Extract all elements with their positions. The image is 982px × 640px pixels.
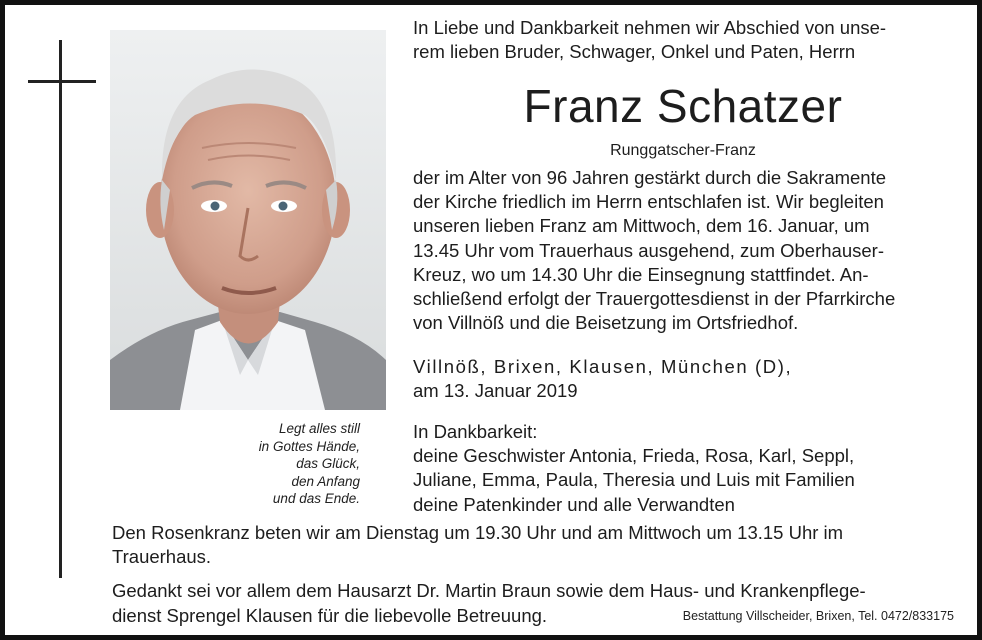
intro-line: In Liebe und Dankbarkeit nehmen wir Abschied von unse- <box>413 17 887 38</box>
gratitude-line: dienst Sprengel Klausen für die liebevolle Betreuung. <box>112 604 548 626</box>
details-line: schließend erfolgt der Trauergottesdienst in der Pfarrkirche <box>413 288 896 310</box>
mourners-list <box>413 420 953 517</box>
deceased-nickname: Runggatscher-Franz <box>610 142 756 159</box>
rosary-line: Den Rosenkranz beten wir am Dienstag um 19.30 Uhr und am Mittwoch um 13.15 Uhr im <box>112 522 844 543</box>
cross-vertical-bar <box>59 40 62 578</box>
places: Villnöß, Brixen, Klausen, München (D), <box>413 356 793 377</box>
mourners-line: deine Geschwister Antonia, Frieda, Rosa, Karl, Seppl, <box>413 445 855 467</box>
intro-line: rem lieben Bruder, Schwager, Onkel und Paten, Herrn <box>413 41 856 63</box>
portrait-photo <box>110 30 386 410</box>
details-line: von Villnöß und die Beisetzung im Ortsfriedhof. <box>413 312 799 334</box>
details-line: Kreuz, wo um 14.30 Uhr die Einsegnung stattfindet. An- <box>413 263 869 285</box>
poem-line: in Gottes Hände, <box>258 438 360 454</box>
place-and-date <box>413 355 953 403</box>
details-line: der Kirche friedlich im Herrn entschlafen ist. Wir begleiten <box>413 191 884 213</box>
details-line: unseren lieben Franz am Mittwoch, dem 16. Januar, um <box>413 215 870 237</box>
poem-line: Legt alles still <box>278 421 360 436</box>
funeral-details <box>413 166 953 335</box>
poem-line: den Anfang <box>291 473 360 489</box>
funeral-home-credit: Bestattung Villscheider, Brixen, Tel. 0472/833175 <box>682 609 954 623</box>
details-line: 13.45 Uhr vom Trauerhaus ausgehend, zum Oberhauser- <box>413 239 884 261</box>
gratitude-line: Gedankt sei vor allem dem Hausarzt Dr. Martin Braun sowie dem Haus- und Krankenpflege- <box>112 580 866 602</box>
mourners-line: Juliane, Emma, Paula, Theresia und Luis mit Familien <box>413 469 855 491</box>
date: am 13. Januar 2019 <box>413 380 578 402</box>
rosary-line: Trauerhaus. <box>112 546 212 568</box>
mourners-line: In Dankbarkeit: <box>413 421 538 442</box>
intro-text <box>413 16 953 64</box>
mourners-line: deine Patenkinder und alle Verwandten <box>413 493 735 515</box>
cross-horizontal-bar <box>28 80 96 83</box>
paragraph-gap <box>112 569 962 579</box>
poem-quote <box>140 420 360 508</box>
details-line: der im Alter von 96 Jahren gestärkt durch die Sakramente <box>413 167 887 188</box>
deceased-name: Franz Schatzer <box>523 80 843 132</box>
poem-line: das Glück, <box>296 456 360 471</box>
portrait-illustration <box>110 30 386 410</box>
poem-line: und das Ende. <box>272 491 360 506</box>
